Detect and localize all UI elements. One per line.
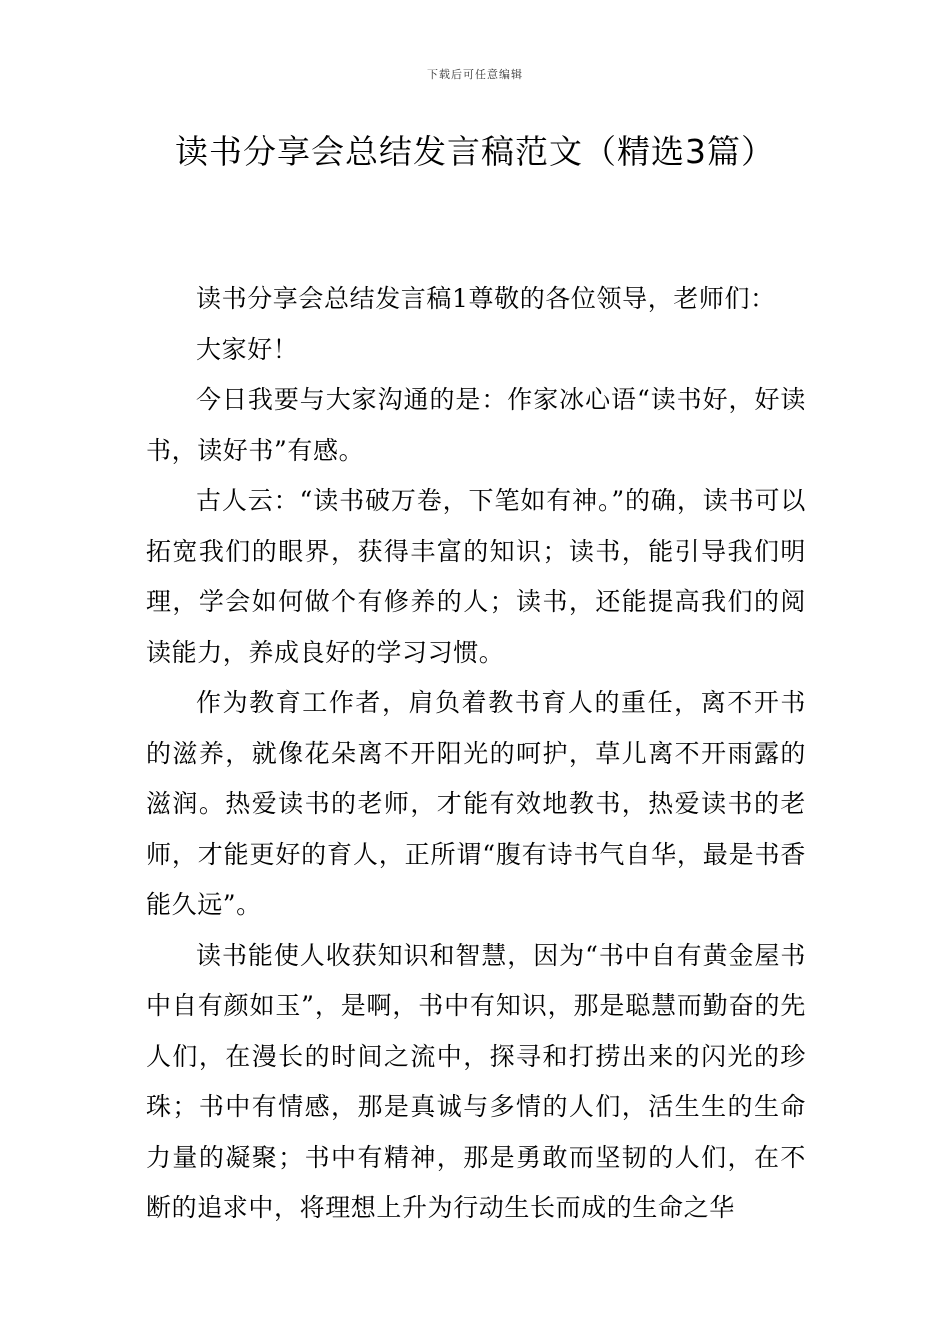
paragraph-greeting-line: 读书分享会总结发言稿1尊敬的各位领导，老师们： (196, 284, 776, 313)
document-title: 读书分享会总结发言稿范文（精选3篇） (175, 132, 775, 171)
paragraph-topic: 今日我要与大家沟通的是：作家冰心语“读书好，好读书，读好书”有感。 (146, 385, 806, 465)
paragraph-knowledge: 读书能使人收获知识和智慧，因为“书中自有黄金屋书中自有颜如玉”，是啊，书中有知识，那是聪慧而勤奋的先人们，在漫长的时间之流中，探寻和打捞出来的闪光的珍珠；书中有情感，那是真诚与多情的人们，活生生的生命力量的凝聚；书中有精神，那是勇敢而坚韧的人们，在不断的追求中，将理想上升为行动生长而成的生命之华 (146, 940, 806, 1222)
document-body (146, 274, 806, 1234)
paragraph-educator: 作为教育工作者，肩负着教书育人的重任，离不开书的滋养，就像花朵离不开阳光的呵护，草儿离不开雨露的滋润。热爱读书的老师，才能有效地教书，热爱读书的老师，才能更好的育人，正所谓“腹有诗书气自华，最是书香能久远”。 (146, 688, 806, 919)
header-note: 下载后可任意编辑 (427, 68, 523, 81)
paragraph-hello: 大家好！ (196, 334, 299, 364)
paragraph-ancient-saying: 古人云：“读书破万卷，下笔如有神。”的确，读书可以拓宽我们的眼界，获得丰富的知识；读书，能引导我们明理，学会如何做个有修养的人；读书，还能提高我们的阅读能力，养成良好的学习习惯。 (146, 486, 806, 667)
